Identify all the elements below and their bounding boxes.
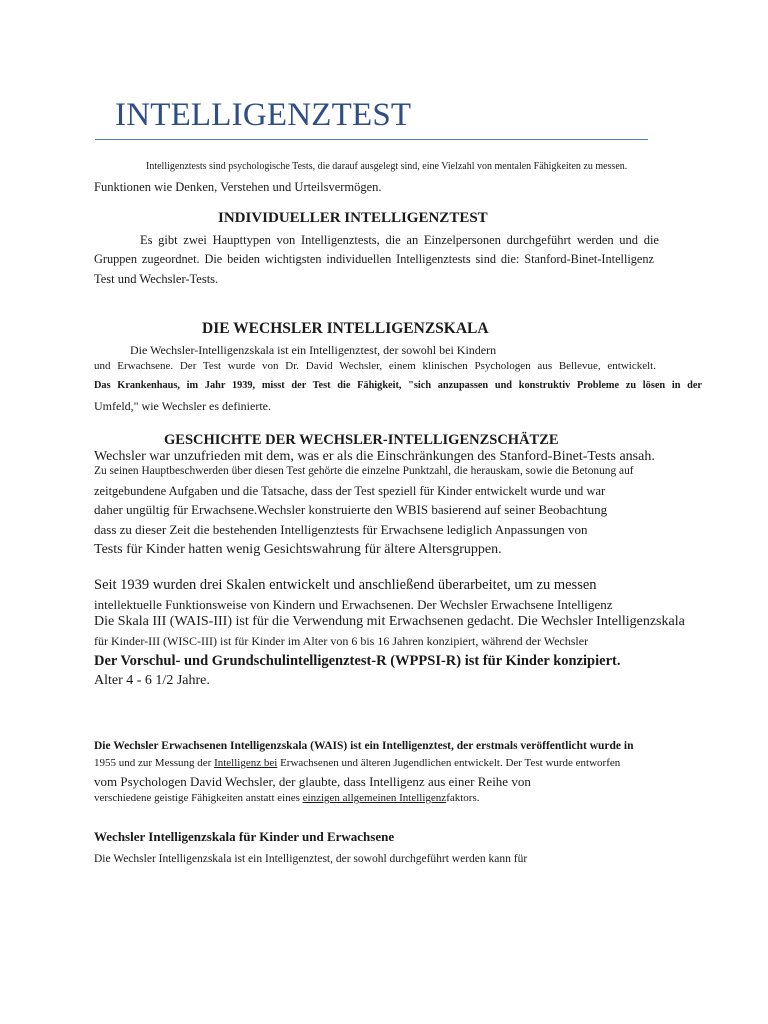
section3-line-1: Wechsler war unzufrieden mit dem, was er als die Einschränkungen des Stanford-Binet-Tests ansah. — [94, 449, 655, 464]
section1-line-1: Es gibt zwei Haupttypen von Intelligenztests, die an Einzelpersonen durchgeführt werden und die — [140, 233, 659, 247]
paragraph5-underlined-term: einzigen allgemeinen Intelligenz — [302, 792, 447, 804]
section3-line-5: dass zu dieser Zeit die bestehenden Intelligenztests für Erwachsene lediglich Anpassungen von — [94, 522, 588, 537]
paragraph5-line-3: vom Psychologen David Wechsler, der glaubte, dass Intelligenz aus einer Reihe von — [94, 774, 531, 789]
section-heading-individueller: INDIVIDUELLER INTELLIGENZTEST — [218, 210, 488, 226]
section2-line-3: Das Krankenhaus, im Jahr 1939, misst der Test die Fähigkeit, "sich anzupassen und konstruktiv Probleme zu lösen in der — [94, 380, 702, 391]
paragraph5-line-4 — [94, 792, 479, 804]
paragraph5-line-2-end: Erwachsenen und älteren Jugendlichen entwickelt. Der Test wurde entworfen — [277, 757, 621, 769]
intro-line-2: Funktionen wie Denken, Verstehen und Urteilsvermögen. — [94, 180, 382, 194]
paragraph4-line-3: Die Skala III (WAIS-III) ist für die Verwendung mit Erwachsenen gedacht. Die Wechsler Intelligenzskala — [94, 614, 685, 629]
paragraph4-line-4: für Kinder-III (WISC-III) ist für Kinder im Alter von 6 bis 16 Jahren konzipiert, während der Wechsler — [94, 634, 589, 648]
paragraph4-line-1: Seit 1939 wurden drei Skalen entwickelt und anschließend überarbeitet, um zu messen — [94, 577, 597, 593]
section1-line-3: Test und Wechsler-Tests. — [94, 272, 219, 286]
paragraph5-line-2-start: 1955 und zur Messung der — [94, 757, 215, 769]
intro-line-1: Intelligenztests sind psychologische Tests, die darauf ausgelegt sind, eine Vielzahl von mentalen Fähigkeiten zu messen. — [146, 161, 628, 172]
section3-line-6: Tests für Kinder hatten wenig Gesichtswahrung für ältere Altersgruppen. — [94, 542, 502, 557]
section-heading-wechsler-skala: DIE WECHSLER INTELLIGENZSKALA — [202, 320, 489, 337]
section2-line-2: und Erwachsene. Der Test wurde von Dr. David Wechsler, einem klinischen Psychologen aus Bellevue, entwickelt. — [94, 360, 656, 372]
paragraph5-line-1: Die Wechsler Erwachsenen Intelligenzskala (WAIS) ist ein Intelligenztest, der erstmals veröffentlicht wurde in — [94, 740, 634, 752]
paragraph4-line-5: Der Vorschul- und Grundschulintelligenztest-R (WPPSI-R) ist für Kinder konzipiert. — [94, 653, 621, 669]
paragraph5-underlined-phrase: Intelligenz bei — [214, 757, 278, 769]
section3-line-3: zeitgebundene Aufgaben und die Tatsache, dass der Test speziell für Kinder entwickelt wurde und war — [94, 484, 606, 498]
section1-line-2: Gruppen zugeordnet. Die beiden wichtigsten individuellen Intelligenztests sind die: Stanford-Binet-Intelligenz — [94, 252, 654, 266]
page-title: INTELLIGENZTEST — [115, 97, 412, 133]
title-underline — [95, 139, 648, 140]
section6-line-1: Die Wechsler Intelligenzskala ist ein Intelligenztest, der sowohl durchgeführt werden kann für — [94, 853, 528, 865]
section3-line-4: daher ungültig für Erwachsene.Wechsler konstruierte den WBIS basierend auf seiner Beobachtung — [94, 502, 608, 517]
paragraph5-line-2 — [94, 757, 620, 769]
paragraph5-line-4-end: faktors. — [446, 792, 480, 804]
section3-line-2: Zu seinen Hauptbeschwerden über diesen Test gehörte die einzelne Punktzahl, die herauskam, sowie die Betonung auf — [94, 465, 634, 477]
section-heading-kinder-erwachsene: Wechsler Intelligenzskala für Kinder und Erwachsene — [94, 829, 395, 844]
section2-line-4: Umfeld," wie Wechsler es definierte. — [94, 399, 271, 413]
section-heading-geschichte: GESCHICHTE DER WECHSLER-INTELLIGENZSCHÄTZE — [164, 432, 559, 448]
paragraph4-line-2: intellektuelle Funktionsweise von Kindern und Erwachsenen. Der Wechsler Erwachsene Intelligenz — [94, 597, 613, 612]
section2-line-1: Die Wechsler-Intelligenzskala ist ein Intelligenztest, der sowohl bei Kindern — [130, 343, 497, 357]
paragraph5-line-4-start: verschiedene geistige Fähigkeiten anstatt eines — [94, 792, 303, 804]
paragraph4-line-6: Alter 4 - 6 1/2 Jahre. — [94, 673, 210, 688]
